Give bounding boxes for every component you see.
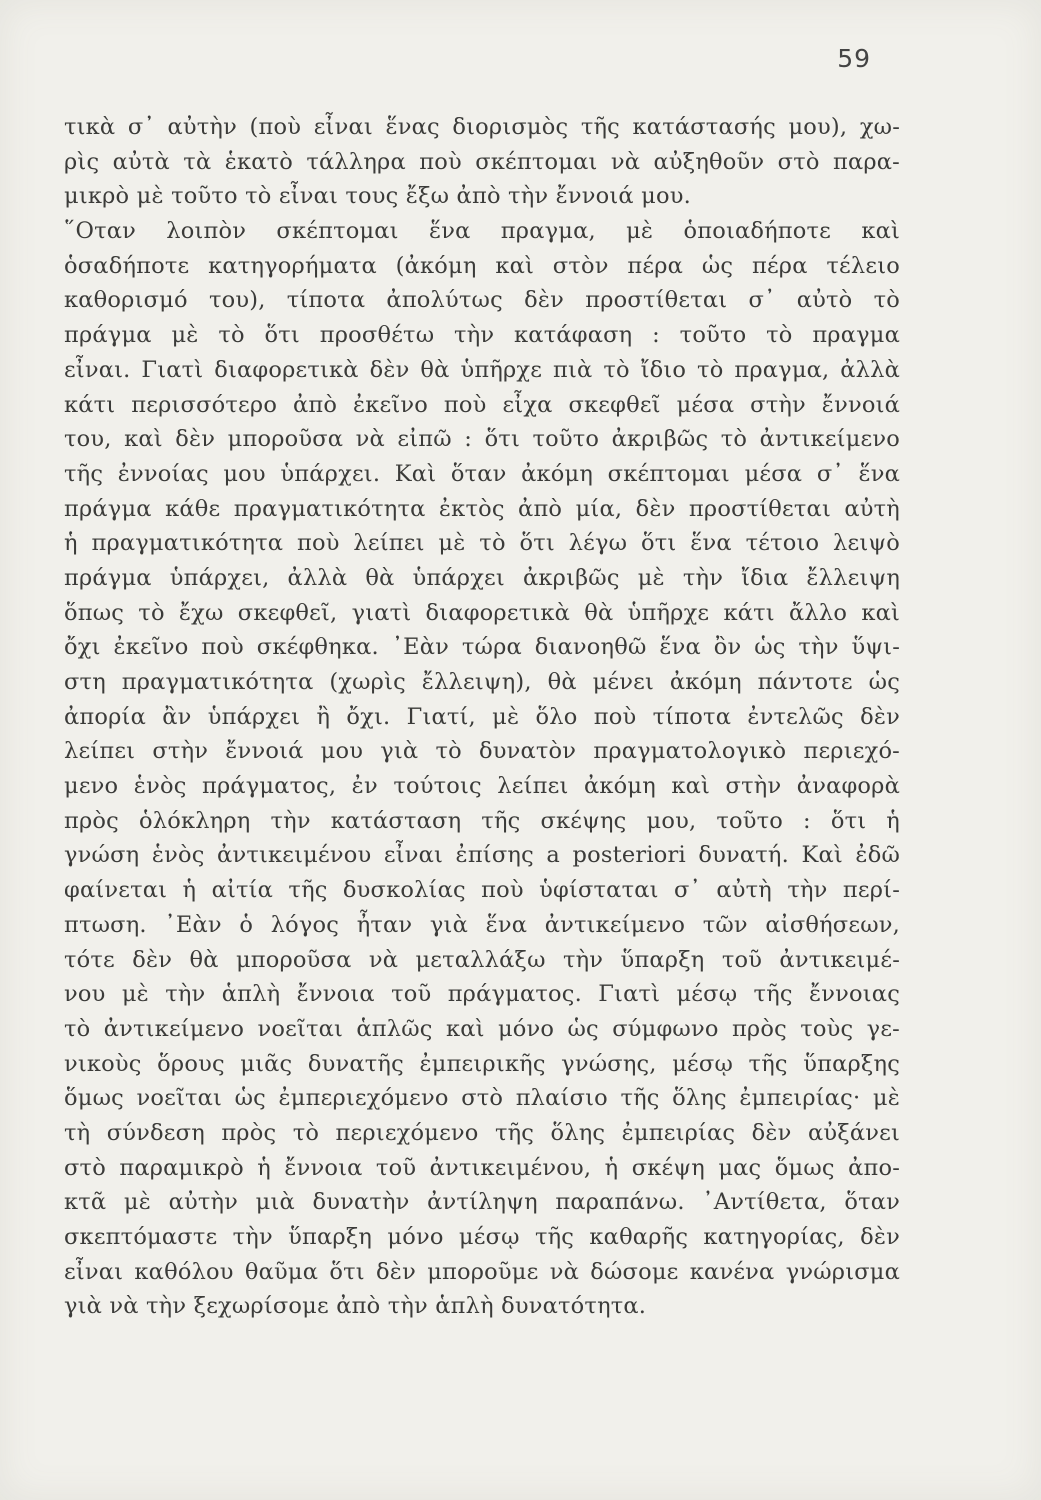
text-line: ὁσαδήποτε κατηγορήματα (ἀκόμη καὶ στὸν πέρα ὡς πέρα τέλειο	[64, 252, 900, 279]
page-number: 59	[837, 44, 871, 73]
text-line: τὸ ἀντικείμενο νοεῖται ἁπλῶς καὶ μόνο ὡς σύμφωνο πρὸς τοὺς γε-	[64, 1015, 900, 1042]
text-line: τῆς ἐννοίας μου ὑπάρχει. Καὶ ὅταν ἀκόμη σκέπτομαι μέσα σ᾽ ἕνα	[64, 460, 900, 487]
text-line: ὅπως τὸ ἔχω σκεφθεῖ, γιατὶ διαφορετικὰ θὰ ὑπῆρχε κάτι ἄλλο καὶ	[64, 599, 900, 626]
text-line: καθορισμό του), τίποτα ἀπολύτως δὲν προστίθεται σ᾽ αὐτὸ τὸ	[64, 287, 900, 314]
text-line: ἡ πραγματικότητα ποὺ λείπει μὲ τὸ ὅτι λέγω ὅτι ἕνα τέτοιο λειψὸ	[64, 530, 900, 557]
text-line: τὴ σύνδεση πρὸς τὸ περιεχόμενο τῆς ὅλης ἐμπειρίας δὲν αὐξάνει	[64, 1119, 900, 1146]
text-line: ὄχι ἐκεῖνο ποὺ σκέφθηκα. ᾽Εὰν τώρα διανοηθῶ ἕνα ὂν ὡς τὴν ὕψι-	[64, 634, 900, 661]
text-line: μενο ἑνὸς πράγματος, ἐν τούτοις λείπει ἀκόμη καὶ στὴν ἀναφορὰ	[64, 773, 900, 800]
text-line: πράγμα μὲ τὸ ὅτι προσθέτω τὴν κατάφαση : τοῦτο τὸ πραγμα	[64, 322, 900, 349]
text-line: πρὸς ὁλόκληρη τὴν κατάσταση τῆς σκέψης μου, τοῦτο : ὅτι ἡ	[64, 807, 900, 834]
text-line: στὸ παραμικρὸ ἡ ἔννοια τοῦ ἀντικειμένου, ἡ σκέψη μας ὅμως ἀπο-	[64, 1154, 900, 1181]
text-line: κάτι περισσότερο ἀπὸ ἐκεῖνο ποὺ εἶχα σκεφθεῖ μέσα στὴν ἔννοιά	[64, 391, 900, 418]
text-line: πράγμα κάθε πραγματικότητα ἐκτὸς ἀπὸ μία, δὲν προστίθεται αὐτὴ	[64, 495, 900, 522]
text-line: εἶναι. Γιατὶ διαφορετικὰ δὲν θὰ ὑπῆρχε πιὰ τὸ ἴδιο τὸ πραγμα, ἀλλὰ	[64, 356, 900, 383]
text-line: γιὰ νὰ τὴν ξεχωρίσομε ἀπὸ τὴν ἁπλὴ δυνατότητα.	[64, 1293, 647, 1320]
text-line: κτᾶ μὲ αὐτὴν μιὰ δυνατὴν ἀντίληψη παραπάνω. ᾽Αντίθετα, ὅταν	[64, 1189, 900, 1216]
text-line: του, καὶ δὲν μποροῦσα νὰ εἰπῶ : ὅτι τοῦτο ἀκριβῶς τὸ ἀντικείμενο	[64, 426, 900, 453]
text-line: ῞Οταν λοιπὸν σκέπτομαι ἕνα πραγμα, μὲ ὁποιαδήποτε καὶ	[64, 218, 900, 245]
text-line: ρὶς αὐτὰ τὰ ἑκατὸ τάλληρα ποὺ σκέπτομαι νὰ αὐξηθοῦν στὸ παρα-	[64, 148, 900, 175]
text-line: στη πραγματικότητα (χωρὶς ἔλλειψη), θὰ μένει ἀκόμη πάντοτε ὡς	[64, 669, 900, 695]
text-line: τικὰ σ᾽ αὐτὴν (ποὺ εἶναι ἕνας διορισμὸς τῆς κατάστασής μου), χω-	[64, 114, 900, 140]
text-line: νου μὲ τὴν ἁπλὴ ἔννοια τοῦ πράγματος. Γιατὶ μέσῳ τῆς ἔννοιας	[64, 981, 900, 1008]
text-line: εἶναι καθόλου θαῦμα ὅτι δὲν μποροῦμε νὰ δώσομε κανένα γνώρισμα	[64, 1258, 900, 1285]
text-line: λείπει στὴν ἔννοιά μου γιὰ τὸ δυνατὸν πραγματολογικὸ περιεχό-	[64, 738, 900, 765]
text-line: μικρὸ μὲ τοῦτο τὸ εἶναι τους ἔξω ἀπὸ τὴν ἔννοιά μου.	[64, 183, 691, 210]
body-text	[64, 110, 900, 1324]
text-line: γνώση ἑνὸς ἀντικειμένου εἶναι ἐπίσης a posteriori δυνατή. Καὶ ἐδῶ	[64, 842, 900, 869]
text-line: φαίνεται ἡ αἰτία τῆς δυσκολίας ποὺ ὑφίσταται σ᾽ αὐτὴ τὴν περί-	[64, 877, 900, 904]
text-line: ἀπορία ἂν ὑπάρχει ἢ ὄχι. Γιατί, μὲ ὅλο ποὺ τίποτα ἐντελῶς δὲν	[64, 703, 900, 730]
text-line: πράγμα ὑπάρχει, ἀλλὰ θὰ ὑπάρχει ἀκριβῶς μὲ τὴν ἴδια ἔλλειψη	[64, 564, 900, 591]
text-line: σκεπτόμαστε τὴν ὕπαρξη μόνο μέσῳ τῆς καθαρῆς κατηγορίας, δὲν	[64, 1224, 900, 1250]
text-line: τότε δὲν θὰ μποροῦσα νὰ μεταλλάξω τὴν ὕπαρξη τοῦ ἀντικειμέ-	[64, 946, 900, 973]
text-line: νικοὺς ὅρους μιᾶς δυνατῆς ἐμπειρικῆς γνώσης, μέσῳ τῆς ὕπαρξης	[64, 1050, 900, 1077]
text-line: πτωση. ᾽Εὰν ὁ λόγος ἦταν γιὰ ἕνα ἀντικείμενο τῶν αἰσθήσεων,	[64, 911, 900, 938]
text-line: ὅμως νοεῖται ὡς ἐμπεριεχόμενο στὸ πλαίσιο τῆς ὅλης ἐμπειρίας· μὲ	[64, 1085, 900, 1112]
